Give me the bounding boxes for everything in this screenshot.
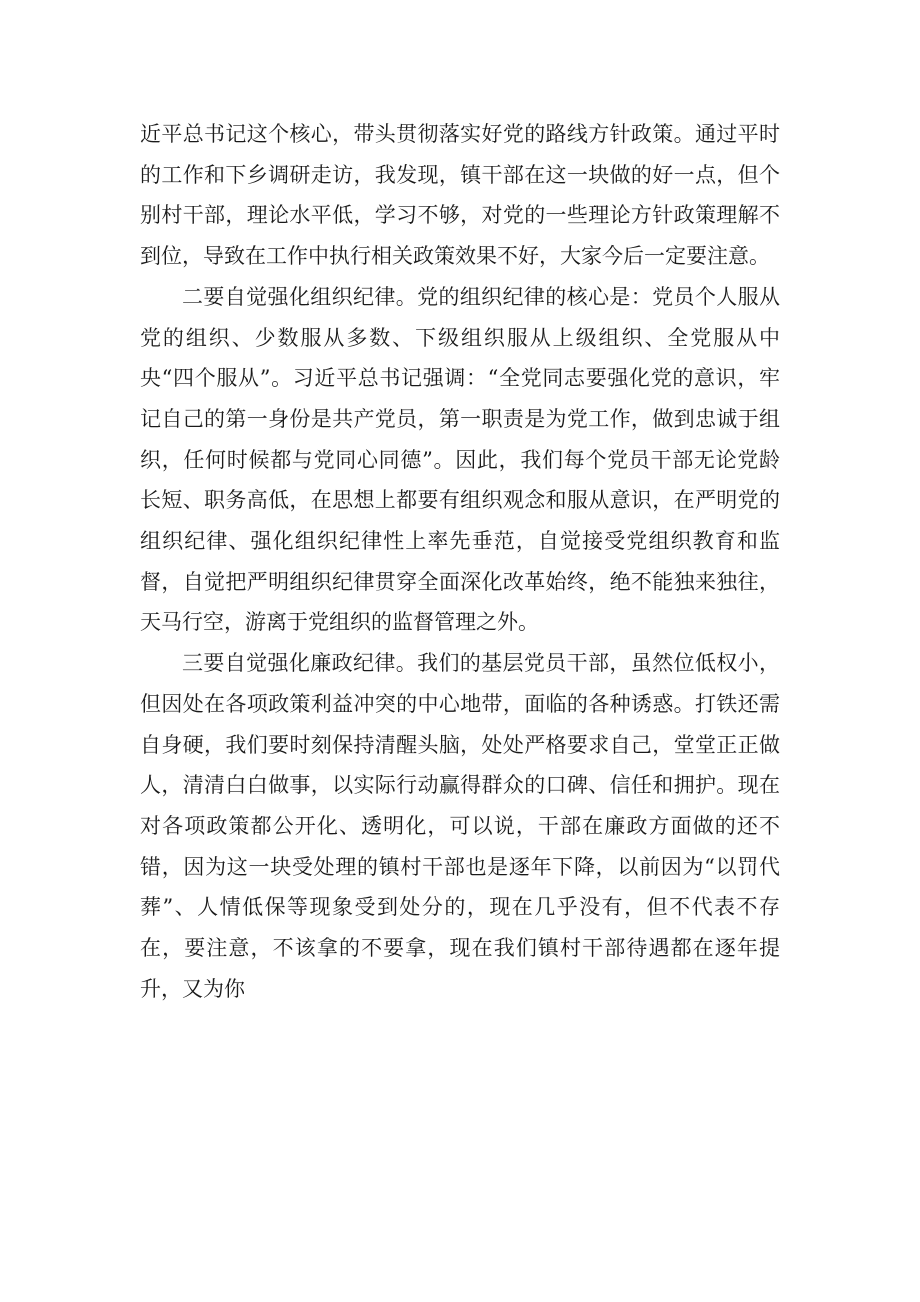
paragraph-2: 二要自觉强化组织纪律。党的组织纪律的核心是：党员个人服从党的组织、少数服从多数、下级组织服从上级组织、全党服从中央“四个服从”。习近平总书记强调：“全党同志要强化党的意识，牢记自己的第一身份是共产党员，第一职责是为党工作，做到忠诚于组织，任何时候都与党同心同德”。因此，我们每个党员干部无论党龄长短、职务高低，在思想上都要有组织观念和服从意识，在严明党的组织纪律、强化组织纪律性上率先垂范，自觉接受党组织教育和监督，自觉把严明组织纪律贯穿全面深化改革始终，绝不能独来独往，天马行空，游离于党组织的监督管理之外。 (140, 284, 780, 635)
paragraph-1: 近平总书记这个核心，带头贯彻落实好党的路线方针政策。通过平时的工作和下乡调研走访，我发现，镇干部在这一块做的好一点，但个别村干部，理论水平低，学习不够，对党的一些理论方针政策理解不到位，导致在工作中执行相关政策效果不好，大家今后一定要注意。 (140, 122, 780, 269)
document-body (140, 114, 780, 1009)
paragraph-3: 三要自觉强化廉政纪律。我们的基层党员干部，虽然位低权小，但因处在各项政策利益冲突的中心地带，面临的各种诱惑。打铁还需自身硬，我们要时刻保持清醒头脑，处处严格要求自己，堂堂正正做人，清清白白做事，以实际行动赢得群众的口碑、信任和拥护。现在对各项政策都公开化、透明化，可以说，干部在廉政方面做的还不错，因为这一块受处理的镇村干部也是逐年下降，以前因为“以罚代葬”、人情低保等现象受到处分的，现在几乎没有，但不代表不存在，要注意，不该拿的不要拿，现在我们镇村干部待遇都在逐年提升，又为你 (140, 651, 780, 1001)
